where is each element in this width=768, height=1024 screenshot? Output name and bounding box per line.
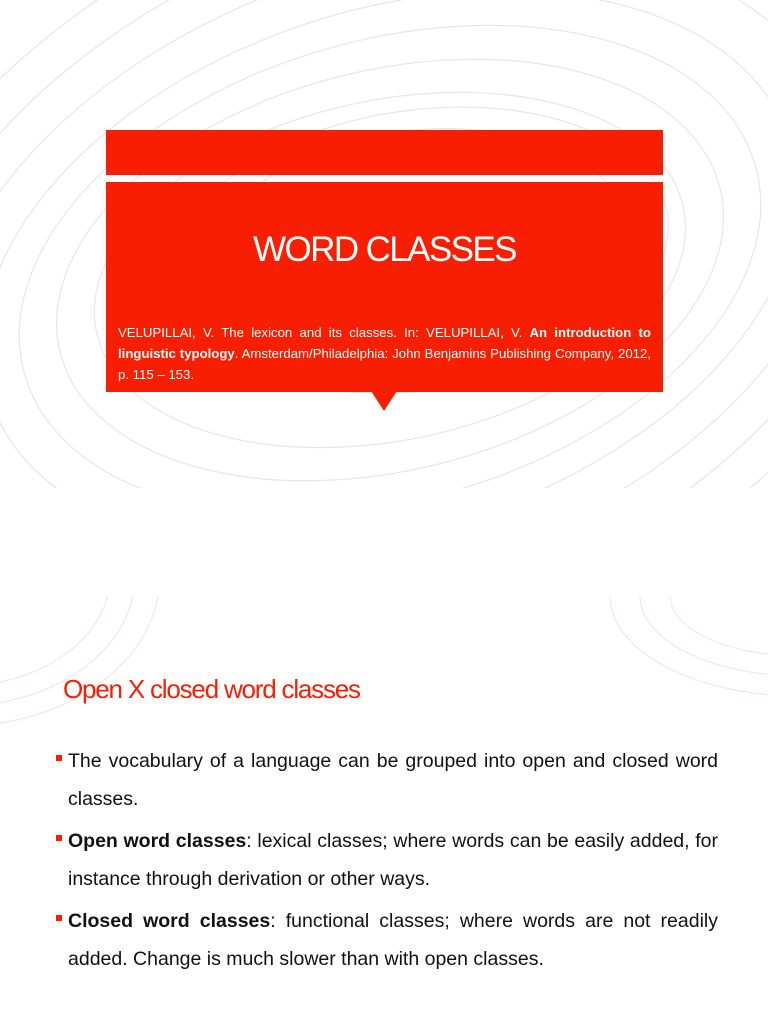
slide-title: WORD CLASSES	[253, 230, 516, 269]
bullet-text: The vocabulary of a language can be grouped into open and closed word classes.	[68, 750, 718, 810]
square-bullet-icon	[56, 915, 62, 921]
bullet-list	[52, 742, 718, 982]
content-slide	[0, 596, 768, 1024]
list-item	[52, 742, 718, 818]
citation-text	[118, 322, 651, 385]
bullet-term: Closed word classes	[68, 910, 271, 932]
list-item	[52, 902, 718, 978]
square-bullet-icon	[56, 835, 62, 841]
bullet-text: : lexical classes; where words can be easily added, for instance through derivation or other ways.	[68, 830, 718, 890]
list-item	[52, 822, 718, 898]
title-box	[106, 182, 663, 392]
square-bullet-icon	[56, 755, 62, 761]
bullet-text: : functional classes; where words are not readily added. Change is much slower than with open classes.	[68, 910, 718, 970]
citation-part-2: . Amsterdam/Philadelphia: John Benjamins Publishing Company, 2012, p. 115 – 153.	[118, 346, 651, 382]
slide-gap	[0, 488, 768, 596]
header-bar	[106, 130, 663, 175]
citation-part-1: VELUPILLAI, V. The lexicon and its classes. In: VELUPILLAI, V.	[118, 325, 530, 340]
citation-book-title: An introduction to linguistic typology	[118, 325, 651, 361]
pointer-triangle	[371, 391, 397, 411]
bullet-term: Open word classes	[68, 830, 247, 852]
slide-heading: Open X closed word classes	[63, 674, 360, 704]
title-slide	[0, 0, 768, 488]
